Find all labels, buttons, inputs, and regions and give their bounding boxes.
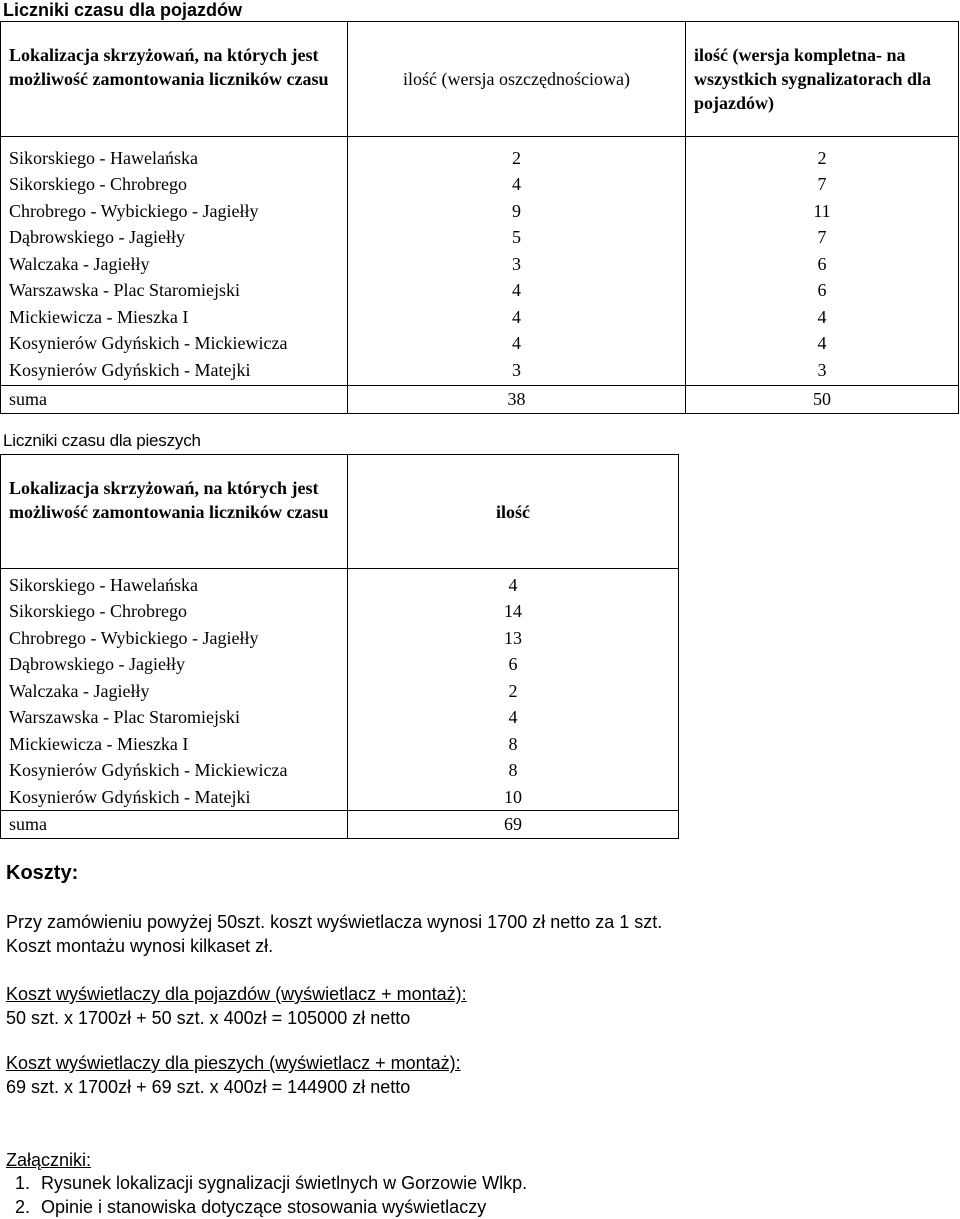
cell-economy: 2 xyxy=(348,145,686,172)
pedestrians-header-count: ilość xyxy=(348,455,679,569)
attachment-item xyxy=(6,1195,527,1219)
table-row xyxy=(1,651,679,678)
cell-location: Sikorskiego - Hawelańska xyxy=(1,145,348,172)
costs-pedestrians-calculation: 69 szt. x 1700zł + 69 szt. x 400zł = 144900 zł netto xyxy=(6,1077,411,1097)
cell-count: 14 xyxy=(348,598,679,625)
cell-location: Kosynierów Gdyńskich - Matejki xyxy=(1,357,348,386)
attachment-text: Opinie i stanowiska dotyczące stosowania wyświetlaczy xyxy=(41,1197,487,1217)
table-row xyxy=(1,678,679,705)
sum-label: suma xyxy=(1,811,348,839)
vehicles-header-economy: ilość (wersja oszczędnościowa) xyxy=(348,22,686,137)
cell-location: Warszawska - Plac Staromiejski xyxy=(1,704,348,731)
table-row xyxy=(1,625,679,652)
table-row xyxy=(1,704,679,731)
sum-row xyxy=(1,811,679,839)
attachments-list xyxy=(6,1171,527,1219)
cell-economy: 4 xyxy=(348,330,686,357)
cell-full: 4 xyxy=(686,330,959,357)
table-row xyxy=(1,304,959,331)
cell-location: Dąbrowskiego - Jagiełły xyxy=(1,224,348,251)
cell-economy: 4 xyxy=(348,304,686,331)
sum-row xyxy=(1,386,959,414)
cell-full: 7 xyxy=(686,171,959,198)
attachment-item xyxy=(6,1171,527,1195)
attachments-title: Załączniki: xyxy=(6,1150,92,1170)
table-row xyxy=(1,598,679,625)
attachment-number: 1. xyxy=(14,1173,30,1193)
costs-mounting: Koszt montażu wynosi kilkaset zł. xyxy=(6,936,274,956)
cell-location: Warszawska - Plac Staromiejski xyxy=(1,277,348,304)
cell-location: Sikorskiego - Hawelańska xyxy=(1,572,348,599)
attachment-number: 2. xyxy=(14,1197,30,1217)
cell-economy: 9 xyxy=(348,198,686,225)
sum-label: suma xyxy=(1,386,348,414)
table-row xyxy=(1,198,959,225)
table-row xyxy=(1,251,959,278)
cell-count: 13 xyxy=(348,625,679,652)
cell-economy: 5 xyxy=(348,224,686,251)
vehicles-header-location: Lokalizacja skrzyżowań, na których jest możliwość zamontowania liczników czasu xyxy=(1,22,348,137)
pedestrians-section-title: Liczniki czasu dla pieszych xyxy=(3,431,201,450)
table-row xyxy=(1,277,959,304)
table-row xyxy=(1,572,679,599)
sum-count: 69 xyxy=(348,811,679,839)
cell-economy: 4 xyxy=(348,171,686,198)
table-row xyxy=(1,731,679,758)
cell-count: 2 xyxy=(348,678,679,705)
table-row xyxy=(1,171,959,198)
attachment-text: Rysunek lokalizacji sygnalizacji świetlnych w Gorzowie Wlkp. xyxy=(41,1173,528,1193)
cell-count: 4 xyxy=(348,704,679,731)
vehicles-table xyxy=(0,21,959,414)
cell-location: Mickiewicza - Mieszka I xyxy=(1,731,348,758)
cell-count: 4 xyxy=(348,572,679,599)
vehicles-header-full: ilość (wersja kompletna- na wszystkich sygnalizatorach dla pojazdów) xyxy=(686,22,959,137)
cell-full: 6 xyxy=(686,277,959,304)
cell-economy: 3 xyxy=(348,251,686,278)
cell-full: 11 xyxy=(686,198,959,225)
costs-unit-price: Przy zamówieniu powyżej 50szt. koszt wyświetlacza wynosi 1700 zł netto za 1 szt. xyxy=(6,912,663,932)
table-row xyxy=(1,357,959,386)
cell-location: Sikorskiego - Chrobrego xyxy=(1,598,348,625)
table-row xyxy=(1,330,959,357)
costs-title: Koszty: xyxy=(6,862,79,884)
cell-count: 6 xyxy=(348,651,679,678)
costs-pedestrians-heading: Koszt wyświetlaczy dla pieszych (wyświetlacz + montaż): xyxy=(6,1053,461,1073)
table-row xyxy=(1,145,959,172)
cell-location: Mickiewicza - Mieszka I xyxy=(1,304,348,331)
cell-location: Kosynierów Gdyńskich - Mickiewicza xyxy=(1,330,348,357)
cell-full: 2 xyxy=(686,145,959,172)
costs-vehicles-heading: Koszt wyświetlaczy dla pojazdów (wyświetlacz + montaż): xyxy=(6,984,467,1004)
table-row xyxy=(1,757,679,784)
cell-full: 4 xyxy=(686,304,959,331)
cell-full: 7 xyxy=(686,224,959,251)
vehicles-section-title: Liczniki czasu dla pojazdów xyxy=(3,0,243,20)
cell-count: 8 xyxy=(348,731,679,758)
pedestrians-table xyxy=(0,454,679,839)
cell-count: 8 xyxy=(348,757,679,784)
cell-full: 3 xyxy=(686,357,959,386)
table-row xyxy=(1,224,959,251)
cell-location: Chrobrego - Wybickiego - Jagiełły xyxy=(1,198,348,225)
cell-count: 10 xyxy=(348,784,679,811)
cell-location: Kosynierów Gdyńskich - Matejki xyxy=(1,784,348,811)
cell-location: Sikorskiego - Chrobrego xyxy=(1,171,348,198)
cell-location: Kosynierów Gdyńskich - Mickiewicza xyxy=(1,757,348,784)
cell-economy: 3 xyxy=(348,357,686,386)
table-row xyxy=(1,784,679,811)
cell-economy: 4 xyxy=(348,277,686,304)
sum-economy: 38 xyxy=(348,386,686,414)
cell-location: Dąbrowskiego - Jagiełły xyxy=(1,651,348,678)
cell-location: Walczaka - Jagiełły xyxy=(1,678,348,705)
cell-location: Walczaka - Jagiełły xyxy=(1,251,348,278)
cell-full: 6 xyxy=(686,251,959,278)
cell-location: Chrobrego - Wybickiego - Jagiełły xyxy=(1,625,348,652)
sum-full: 50 xyxy=(686,386,959,414)
costs-vehicles-calculation: 50 szt. x 1700zł + 50 szt. x 400zł = 105000 zł netto xyxy=(6,1008,411,1028)
pedestrians-header-location: Lokalizacja skrzyżowań, na których jest możliwość zamontowania liczników czasu xyxy=(1,455,348,569)
